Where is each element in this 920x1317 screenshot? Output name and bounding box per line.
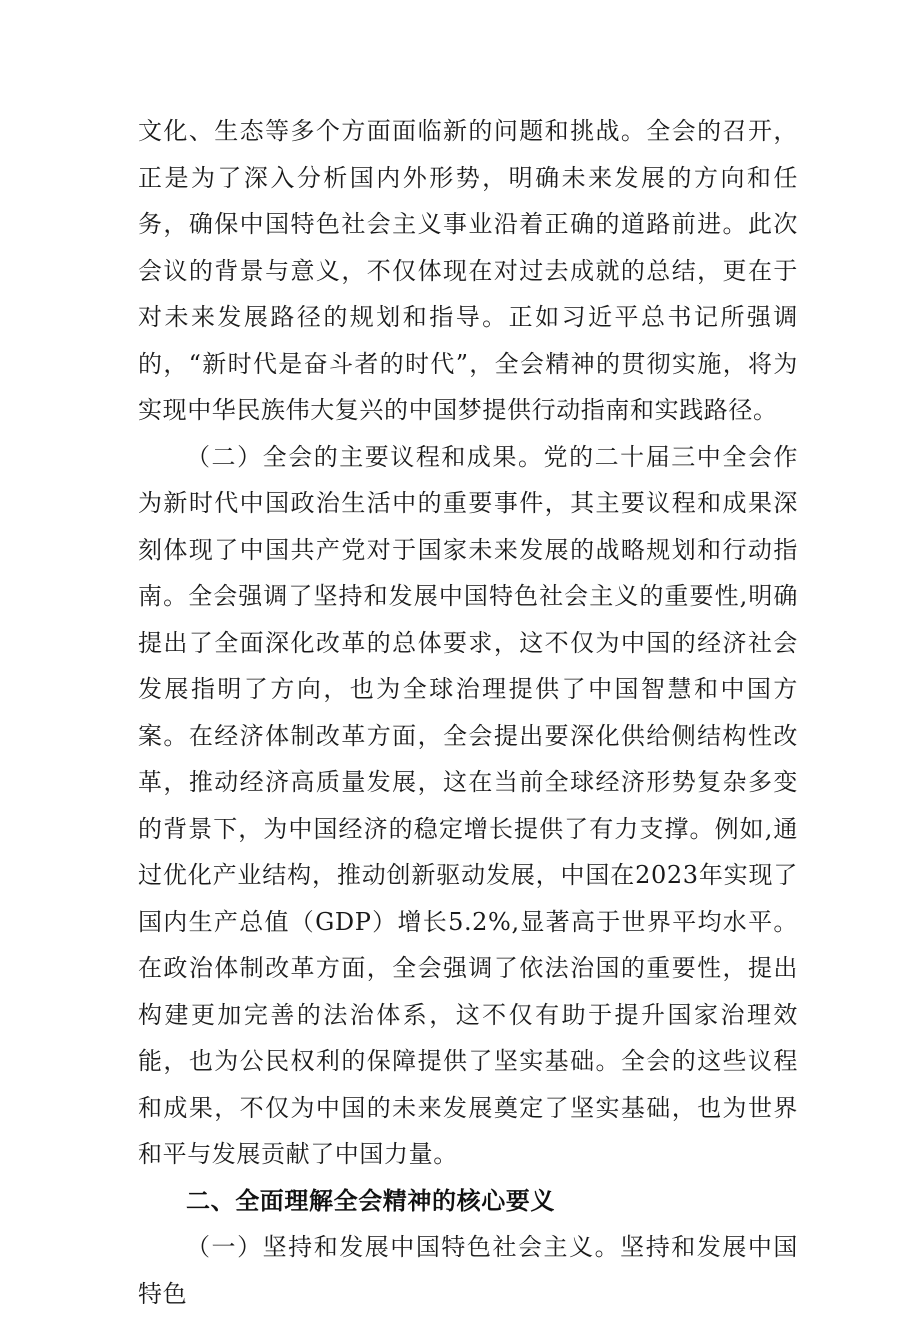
paragraph-agenda-results: （二）全会的主要议程和成果。党的二十届三中全会作为新时代中国政治生活中的重要事件，其主要议程和成果深刻体现了中国共产党对于国家未来发展的战略规划和行动指南。全会强调了坚持和发展中国特色社会主义的重要性,明确提出了全面深化改革的总体要求，这不仅为中国的经济社会发展指明了方向，也为全球治理提供了中国智慧和中国方案。在经济体制改革方面，全会提出要深化供给侧结构性改革，推动经济高质量发展，这在当前全球经济形势复杂多变的背景下，为中国经济的稳定增长提供了有力支撑。例如,通过优化产业结构，推动创新驱动发展，中国在2023年实现了国内生产总值（GDP）增长5.2%,显著高于世界平均水平。在政治体制改革方面，全会强调了依法治国的重要性，提出构建更加完善的法治体系，这不仅有助于提升国家治理效能，也为公民权利的保障提供了坚实基础。全会的这些议程和成果，不仅为中国的未来发展奠定了坚实基础，也为世界和平与发展贡献了中国力量。 [138, 442, 798, 1168]
paragraph-background-significance: 文化、生态等多个方面面临新的问题和挑战。全会的召开，正是为了深入分析国内外形势，明确未来发展的方向和任务，确保中国特色社会主义事业沿着正确的道路前进。此次会议的背景与意义，不仅体现在对过去成就的总结，更在于对未来发展路径的规划和指导。正如习近平总书记所强调的，“新时代是奋斗者的时代”，全会精神的贯彻实施，将为实现中华民族伟大复兴的中国梦提供行动指南和实践路径。 [138, 117, 798, 424]
section-heading: 二、全面理解全会精神的核心要义 [186, 1186, 555, 1215]
paragraph-socialism-section: （一）坚持和发展中国特色社会主义。坚持和发展中国特色 [138, 1233, 798, 1308]
document-body [138, 108, 798, 1317]
